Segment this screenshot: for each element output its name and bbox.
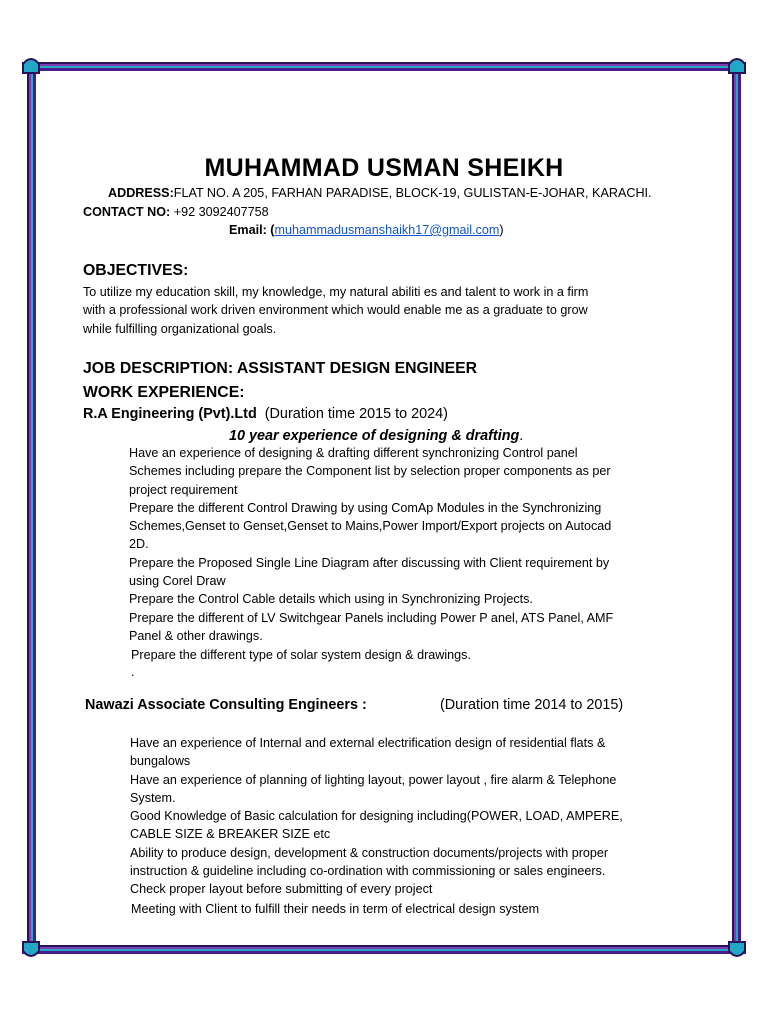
company1-duration: (Duration time 2015 to 2024) [264,406,448,422]
duty-line: Prepare the Proposed Single Line Diagram after discussing with Client requirement by [129,555,610,570]
contact-label: CONTACT NO: [83,205,171,219]
company1-highlight-end: . [519,428,524,444]
objectives-line: while fulfilling organizational goals. [83,321,277,336]
duty-line: Prepare the different Control Drawing by using ComAp Modules in the Synchronizing [129,500,602,515]
company1-header [83,406,448,422]
meeting-duty-line: Meeting with Client to fulfill their needs in term of electrical design system [131,902,540,916]
duty-line: bungalows [130,754,191,769]
duty-line: CABLE SIZE & BREAKER SIZE etc [130,827,331,842]
duty-line: Check proper layout before submitting of every project [130,882,433,897]
company1-name: R.A Engineering (Pvt).Ltd [83,406,257,422]
address-line [108,186,652,200]
duty-line: Ability to produce design, development & construction documents/projects with proper [130,845,609,860]
objectives-line: with a professional work driven environment which would enable me as a graduate to grow [83,303,588,318]
duty-line: instruction & guideline including co-ordination with commissioning or sales engineers. [130,864,606,879]
company1-duties [129,444,613,645]
email-label: Email: ( [229,223,275,237]
candidate-name: MUHAMMAD USMAN SHEIKH [204,154,564,182]
duty-line: Prepare the Control Cable details which using in Synchronizing Projects. [129,592,533,607]
company2-name: Nawazi Associate Consulting Engineers : [85,697,367,713]
duty-line: Prepare the different of LV Switchgear Panels including Power P anel, ATS Panel, AMF [129,610,614,625]
email-close: ) [499,223,504,237]
job-description-heading: JOB DESCRIPTION: ASSISTANT DESIGN ENGINEER [83,360,478,377]
objectives-heading: OBJECTIVES: [83,262,189,279]
company1-highlight [229,428,523,444]
contact-line [83,205,269,219]
solar-duty-line: Prepare the different type of solar system design & drawings. [131,648,471,662]
duty-line: Good Knowledge of Basic calculation for designing including(POWER, LOAD, AMPERE, [130,809,623,824]
duty-line: project requirement [129,482,238,497]
company1-highlight-text: 10 year experience of designing & drafting [229,428,520,444]
email-line [229,223,504,237]
duty-line: Have an experience of designing & drafting different synchronizing Control panel [129,446,578,460]
trailing-dot: . [131,665,135,679]
objectives-text [83,283,588,338]
duty-line: Have an experience of Internal and external electrification design of residential flats & [130,736,606,750]
address-value: FLAT NO. A 205, FARHAN PARADISE, BLOCK-19, GULISTAN-E-JOHAR, KARACHI. [173,186,652,200]
duty-line: Schemes,Genset to Genset,Genset to Mains,Power Import/Export projects on Autocad [129,519,612,534]
duty-line: System. [130,790,176,805]
duty-line: 2D. [129,537,149,552]
address-label: ADDRESS: [108,186,174,200]
objectives-line: To utilize my education skill, my knowledge, my natural abiliti es and talent to work in a firm [83,285,589,299]
work-experience-heading: WORK EXPERIENCE: [83,384,245,401]
contact-value: +92 3092407758 [170,205,269,219]
duty-line: Have an experience of planning of lighting layout, power layout , fire alarm & Telephone [130,772,617,787]
duty-line: using Corel Draw [129,574,226,589]
duty-line: Schemes including prepare the Component list by selection proper components as per [129,464,611,479]
duty-line: Panel & other drawings. [129,628,263,643]
company2-duties [130,734,623,899]
company2-duration: (Duration time 2014 to 2015) [440,697,624,713]
email-link[interactable]: muhammadusmanshaikh17@gmail.com [274,223,500,237]
